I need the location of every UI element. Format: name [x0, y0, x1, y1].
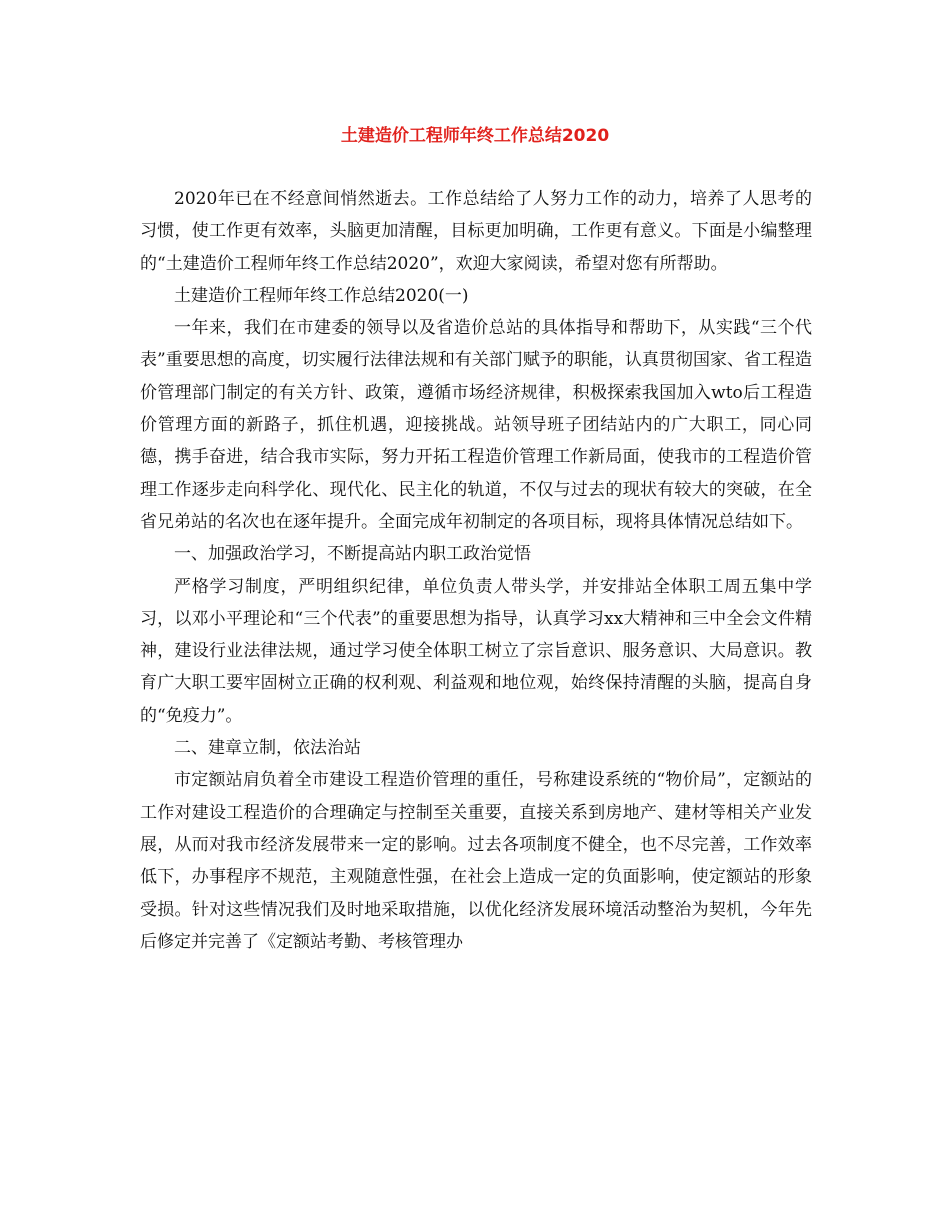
heading-rules-governance: 二、建章立制，依法治站: [174, 738, 361, 759]
overview-paragraph: 一年来，我们在市建委的领导以及省造价总站的具体指导和帮助下，从实践“三个代表”重要思想的高度，切实履行法律法规和有关部门赋予的职能，认真贯彻国家、省工程造价管理部门制定的有关方针、政策，遵循市场经济规律，积极探索我国加入wto后工程造价管理方面的新路子，抓住机遇，迎接挑战。站领导班子团结站内的广大职工，同心同德，携手奋进，结合我市实际，努力开拓工程造价管理工作新局面，使我市的工程造价管理工作逐步走向科学化、现代化、民主化的轨道，不仅与过去的现状有较大的突破，在全省兄弟站的名次也在逐年提升。全面完成年初制定的各项目标，现将具体情况总结如下。: [140, 318, 812, 532]
intro-paragraph: 2020年已在不经意间悄然逝去。工作总结给了人努力工作的动力，培养了人思考的习惯，使工作更有效率，头脑更加清醒，目标更加明确，工作更有意义。下面是小编整理的“土建造价工程师年终工作总结2020”，欢迎大家阅读，希望对您有所帮助。: [140, 189, 812, 274]
heading-political-study: 一、加强政治学习，不断提高站内职工政治觉悟: [174, 544, 531, 565]
political-study-paragraph: 严格学习制度，严明组织纪律，单位负责人带头学，并安排站全体职工周五集中学习，以邓小平理论和“三个代表”的重要思想为指导，认真学习xx大精神和三中全会文件精神，建设行业法律法规，通过学习使全体职工树立了宗旨意识、服务意识、大局意识。教育广大职工要牢固树立正确的权利观、利益观和地位观，始终保持清醒的头脑，提高自身的“免疫力”。: [140, 576, 812, 726]
section-title-part-one: 土建造价工程师年终工作总结2020(一): [174, 285, 469, 306]
document-body: [140, 183, 812, 958]
rules-governance-paragraph: 市定额站肩负着全市建设工程造价管理的重任，号称建设系统的“物价局”，定额站的工作对建设工程造价的合理确定与控制至关重要，直接关系到房地产、建材等相关产业发展，从而对我市经济发展带来一定的影响。过去各项制度不健全，也不尽完善，工作效率低下，办事程序不规范，主观随意性强，在社会上造成一定的负面影响，使定额站的形象受损。针对这些情况我们及时地采取措施，以优化经济发展环境活动整治为契机，今年先后修定并完善了《定额站考勤、考核管理办: [140, 770, 812, 952]
document-title: 土建造价工程师年终工作总结2020: [340, 126, 610, 146]
